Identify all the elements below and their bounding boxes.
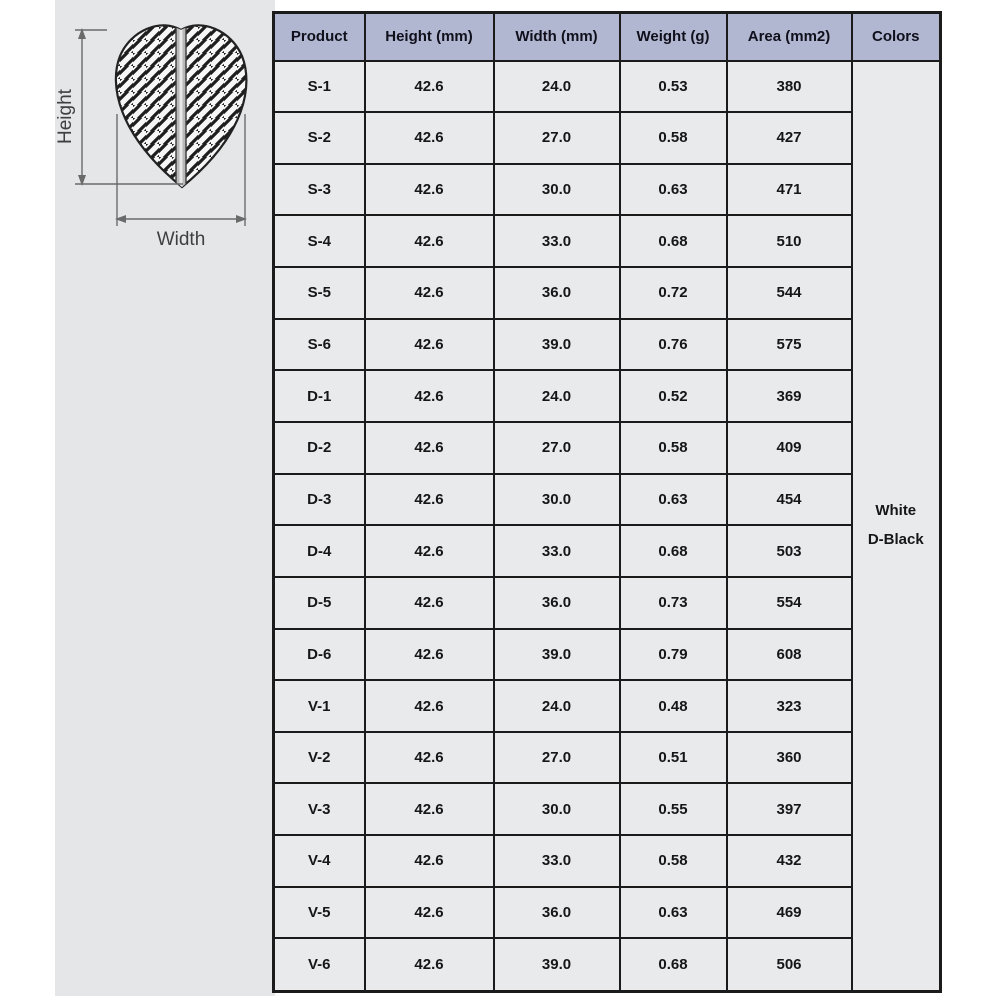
product-cell: D-2 — [274, 422, 365, 474]
height-cell: 42.6 — [365, 112, 494, 164]
height-cell: 42.6 — [365, 577, 494, 629]
area-cell: 427 — [727, 112, 852, 164]
area-cell: 380 — [727, 61, 852, 113]
width-cell: 36.0 — [494, 887, 620, 939]
height-cell: 42.6 — [365, 887, 494, 939]
product-cell: S-1 — [274, 61, 365, 113]
table-row — [274, 887, 941, 939]
area-cell: 369 — [727, 370, 852, 422]
col-header-weight: Weight (g) — [620, 13, 727, 61]
product-cell: D-6 — [274, 629, 365, 681]
width-cell: 30.0 — [494, 164, 620, 216]
weight-cell: 0.58 — [620, 112, 727, 164]
weight-cell: 0.68 — [620, 525, 727, 577]
height-cell: 42.6 — [365, 61, 494, 113]
width-cell: 27.0 — [494, 422, 620, 474]
weight-cell: 0.73 — [620, 577, 727, 629]
product-cell: D-3 — [274, 474, 365, 526]
area-cell: 323 — [727, 680, 852, 732]
area-cell: 506 — [727, 938, 852, 991]
width-cell: 24.0 — [494, 680, 620, 732]
product-cell: S-2 — [274, 112, 365, 164]
area-cell: 544 — [727, 267, 852, 319]
table-row — [274, 525, 941, 577]
table-row — [274, 112, 941, 164]
weight-cell: 0.55 — [620, 783, 727, 835]
width-cell: 24.0 — [494, 370, 620, 422]
weight-cell: 0.63 — [620, 474, 727, 526]
area-cell: 409 — [727, 422, 852, 474]
table-row — [274, 61, 941, 113]
width-cell: 30.0 — [494, 474, 620, 526]
width-cell: 30.0 — [494, 783, 620, 835]
area-cell: 469 — [727, 887, 852, 939]
width-cell: 39.0 — [494, 319, 620, 371]
height-cell: 42.6 — [365, 422, 494, 474]
height-cell: 42.6 — [365, 732, 494, 784]
area-cell: 454 — [727, 474, 852, 526]
table-row — [274, 215, 941, 267]
product-cell: V-3 — [274, 783, 365, 835]
table-row — [274, 422, 941, 474]
table-row — [274, 370, 941, 422]
weight-cell: 0.63 — [620, 164, 727, 216]
product-cell: V-4 — [274, 835, 365, 887]
weight-cell: 0.53 — [620, 61, 727, 113]
width-cell: 33.0 — [494, 835, 620, 887]
area-cell: 554 — [727, 577, 852, 629]
area-cell: 503 — [727, 525, 852, 577]
col-header-colors: Colors — [852, 13, 941, 61]
height-cell: 42.6 — [365, 783, 494, 835]
height-cell: 42.6 — [365, 629, 494, 681]
weight-cell: 0.51 — [620, 732, 727, 784]
height-cell: 42.6 — [365, 164, 494, 216]
table-row — [274, 629, 941, 681]
width-cell: 27.0 — [494, 732, 620, 784]
table-row — [274, 474, 941, 526]
col-header-height: Height (mm) — [365, 13, 494, 61]
table-row — [274, 577, 941, 629]
product-cell: D-5 — [274, 577, 365, 629]
height-cell: 42.6 — [365, 938, 494, 991]
product-cell: V-6 — [274, 938, 365, 991]
weight-cell: 0.58 — [620, 835, 727, 887]
header-row — [274, 13, 941, 61]
colors-line-1: White — [875, 502, 917, 520]
weight-cell: 0.58 — [620, 422, 727, 474]
weight-cell: 0.72 — [620, 267, 727, 319]
flight-shape-icon — [116, 22, 247, 192]
product-cell: S-3 — [274, 164, 365, 216]
height-cell: 42.6 — [365, 370, 494, 422]
table-row — [274, 164, 941, 216]
colors-line-2: D-Black — [867, 530, 924, 548]
height-cell: 42.6 — [365, 474, 494, 526]
area-cell: 432 — [727, 835, 852, 887]
table-row — [274, 732, 941, 784]
area-cell: 471 — [727, 164, 852, 216]
table-row — [274, 319, 941, 371]
width-cell: 33.0 — [494, 525, 620, 577]
product-cell: S-4 — [274, 215, 365, 267]
area-cell: 575 — [727, 319, 852, 371]
col-header-width: Width (mm) — [494, 13, 620, 61]
colors-merged-cell — [852, 61, 941, 992]
product-cell: V-5 — [274, 887, 365, 939]
height-cell: 42.6 — [365, 267, 494, 319]
area-cell: 397 — [727, 783, 852, 835]
weight-cell: 0.63 — [620, 887, 727, 939]
width-cell: 39.0 — [494, 629, 620, 681]
height-cell: 42.6 — [365, 319, 494, 371]
area-cell: 608 — [727, 629, 852, 681]
weight-cell: 0.68 — [620, 215, 727, 267]
table-row — [274, 835, 941, 887]
col-header-area: Area (mm2) — [727, 13, 852, 61]
weight-cell: 0.79 — [620, 629, 727, 681]
weight-cell: 0.76 — [620, 319, 727, 371]
width-cell: 39.0 — [494, 938, 620, 991]
width-label: Width — [156, 229, 206, 250]
spec-table — [272, 11, 942, 993]
product-cell: V-2 — [274, 732, 365, 784]
width-cell: 27.0 — [494, 112, 620, 164]
product-cell: V-1 — [274, 680, 365, 732]
height-label: Height — [55, 89, 76, 144]
height-cell: 42.6 — [365, 680, 494, 732]
spec-table-header — [274, 13, 941, 61]
table-row — [274, 680, 941, 732]
width-cell: 36.0 — [494, 577, 620, 629]
weight-cell: 0.52 — [620, 370, 727, 422]
area-cell: 510 — [727, 215, 852, 267]
product-cell: S-6 — [274, 319, 365, 371]
product-cell: D-4 — [274, 525, 365, 577]
table-row — [274, 267, 941, 319]
col-header-product: Product — [274, 13, 365, 61]
weight-cell: 0.68 — [620, 938, 727, 991]
width-cell: 33.0 — [494, 215, 620, 267]
spec-table-body — [274, 61, 941, 992]
product-cell: S-5 — [274, 267, 365, 319]
flight-diagram — [55, 14, 275, 254]
width-cell: 24.0 — [494, 61, 620, 113]
width-cell: 36.0 — [494, 267, 620, 319]
weight-cell: 0.48 — [620, 680, 727, 732]
height-cell: 42.6 — [365, 525, 494, 577]
height-cell: 42.6 — [365, 835, 494, 887]
table-row — [274, 783, 941, 835]
height-cell: 42.6 — [365, 215, 494, 267]
area-cell: 360 — [727, 732, 852, 784]
table-row — [274, 938, 941, 991]
product-cell: D-1 — [274, 370, 365, 422]
